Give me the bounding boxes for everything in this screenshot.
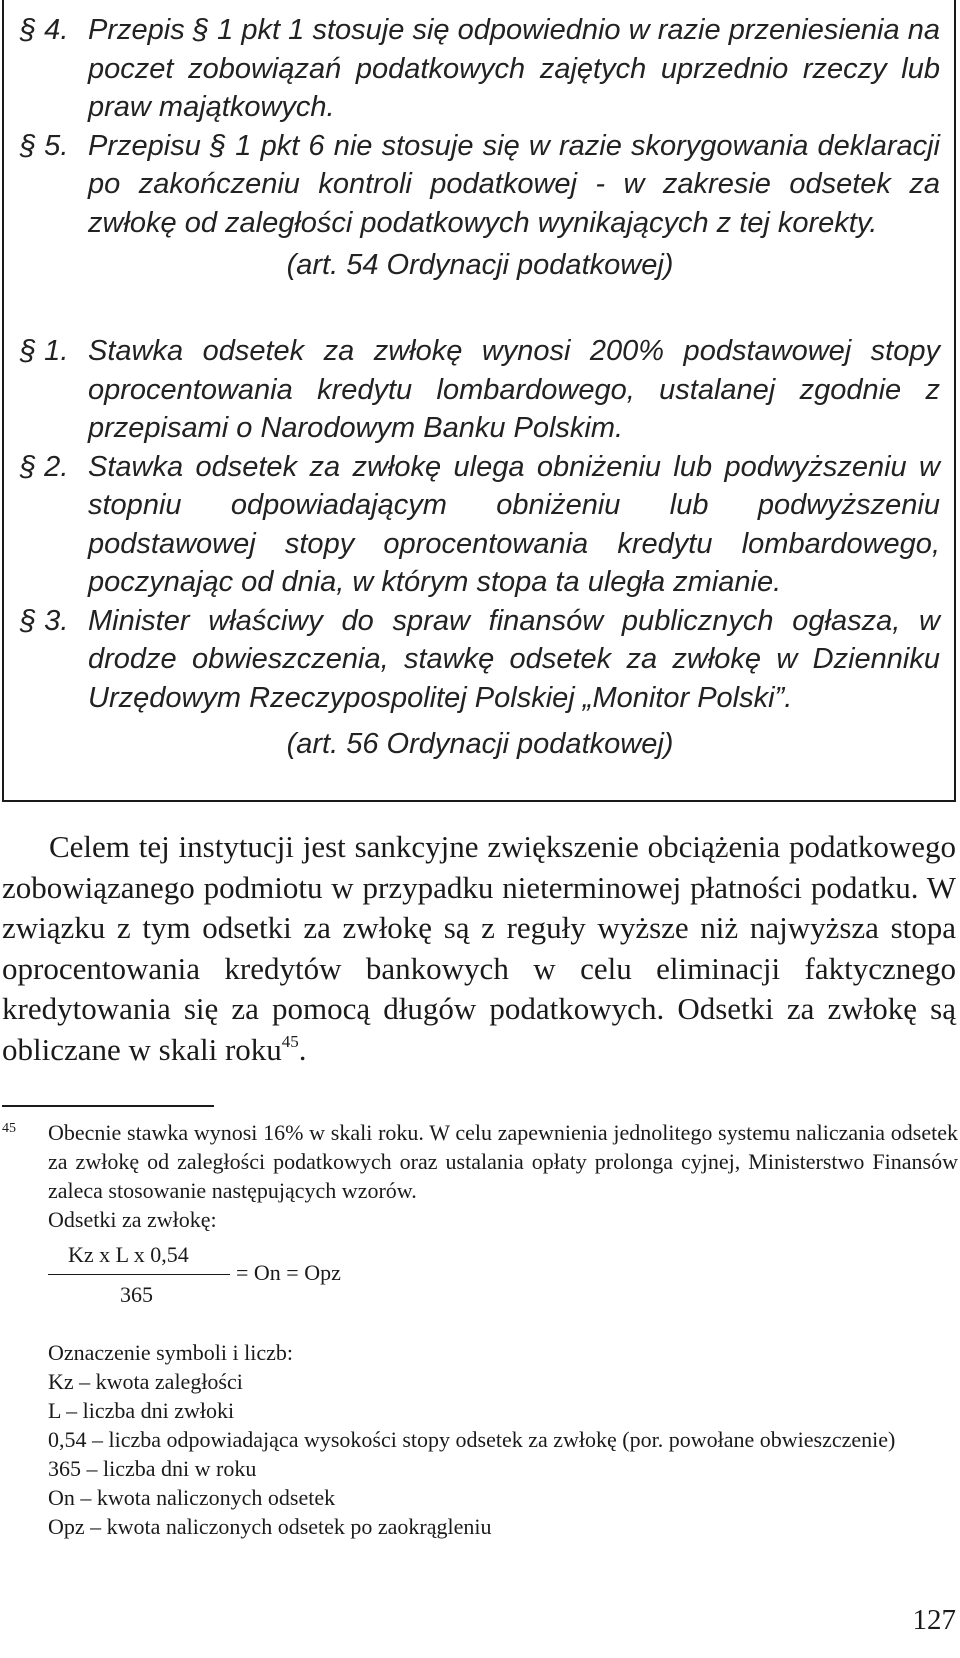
paragraph-text: Stawka odsetek za zwłokę wynosi 200% podstawowej stopy oprocentowania kredytu lombardowego, ustalanej zgodnie z przepisami o Narodowym Banku Polskim. [88,335,940,444]
art54-source: (art. 54 Ordynacji podatkowej) [286,249,674,281]
footnote-number: 45 [2,1121,16,1136]
footnote-reference[interactable]: 45 [281,1031,299,1051]
section-mark: § 3. [20,604,69,637]
section-mark: § 2. [20,450,69,483]
paragraph-text: Minister właściwy do spraw finansów publicznych ogłasza, w drodze obwieszczenia, stawkę odsetek za zwłokę w Dzienniku Urzędowym Rzeczypospolitej Polskiej „Monitor Polski”. [88,604,940,714]
body-end: . [298,1031,307,1067]
section-mark: § 4. [20,14,69,46]
art54-paragraph-5 [20,127,940,243]
art54-paragraph-4 [20,11,940,127]
body-text: Celem tej instytucji jest sankcyjne zwiększenie obciążenia podatkowego zobowiązanego podmiotu w przypadku nieterminowej płatności podatku. W związku z tym odsetki za zwłokę są z reguły wyższe niż najwyższa stopa oprocentowania kredytów bankowych w celu eliminacji faktycznego kredytowania się za pomocą długów podatkowych. Odsetki za zwłokę są obliczane w skali roku [2,829,956,1067]
footnote-separator [2,1105,214,1107]
page-number: 127 [912,1604,956,1636]
formula-result: = On = Opz [236,1260,341,1285]
spacer [48,1314,958,1338]
formula-denominator: 365 [120,1282,153,1307]
symbol-definition: L – liczba dni zwłoki [48,1398,235,1423]
art56-paragraph-1 [20,332,940,448]
body-paragraph [2,827,956,1070]
art56-paragraph-2 [20,448,940,602]
section-mark: § 5. [20,129,69,162]
footnote-body [48,1118,958,1541]
art56-source: (art. 56 Ordynacji podatkowej) [286,728,674,760]
formula-numerator: Kz x L x 0,54 [68,1242,189,1267]
paragraph-text: Przepis § 1 pkt 1 stosuje się odpowiednio w razie przeniesienia na poczet zobowiązań podatkowych zajętych uprzednio rzeczy lub praw majątkowych. [88,14,940,123]
symbols-heading: Oznaczenie symboli i liczb: [48,1340,293,1365]
fraction-bar [48,1274,230,1275]
symbol-definition: On – kwota naliczonych odsetek [48,1485,336,1510]
paragraph-text: Stawka odsetek za zwłokę ulega obniżeniu lub podwyższeniu w stopniu odpowiadającym obniżeniu lub podwyższeniu podstawowej stopy oprocentowania kredytu lombardowego, poczynając od dnia, w którym stopa ta uległa zmianie. [88,450,940,598]
symbol-definition: Kz – kwota zaległości [48,1369,243,1394]
art56-paragraph-3 [20,602,940,718]
paragraph-text: Przepisu § 1 pkt 6 nie stosuje się w razie skorygowania deklaracji po zakończeniu kontroli podatkowej - w zakresie odsetek za zwłokę od zaległości podatkowych wynikających z tej korekty. [88,129,940,239]
footnote-intro: Obecnie stawka wynosi 16% w skali roku. W celu zapewnienia jednolitego systemu naliczania odsetek za zwłokę od zaległości podatkowych oraz ustalania opłaty prolonga cyjnej, Ministerstwo Finansów zaleca stosowanie następujących wzorów. [48,1120,958,1203]
symbol-definition: 0,54 – liczba odpowiadająca wysokości stopy odsetek za zwłokę (por. powołane obwieszczenie) [48,1427,896,1452]
art56-excerpt [20,332,940,764]
symbol-definition: 365 – liczba dni w roku [48,1456,257,1481]
interest-formula [48,1240,958,1314]
section-mark: § 1. [20,335,69,367]
art54-excerpt [20,11,940,285]
symbol-definition: Opz – kwota naliczonych odsetek po zaokrągleniu [48,1514,492,1539]
formula-label: Odsetki za zwłokę: [48,1207,217,1232]
